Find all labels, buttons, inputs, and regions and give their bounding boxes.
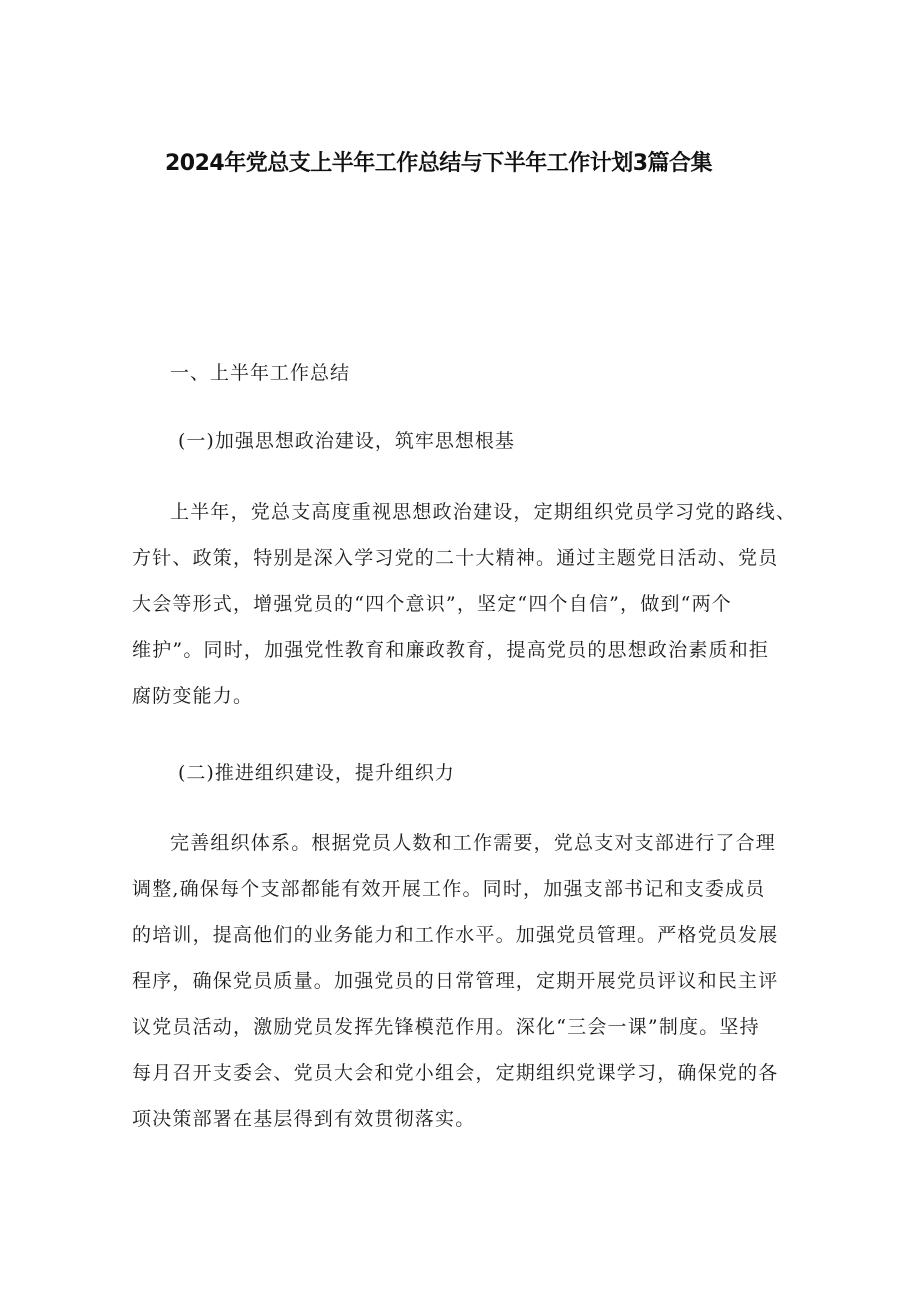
paragraph-organization xyxy=(132,820,792,1142)
paragraph-line: 的培训，提高他们的业务能力和工作水平。加强党员管理。严格党员发展 xyxy=(132,924,779,946)
paragraph-line: 议党员活动，激励党员发挥先锋模范作用。深化“三会一课”制度。坚持 xyxy=(132,1016,760,1038)
document-title: 2024年党总支上半年工作总结与下半年工作计划3篇合集 xyxy=(165,151,713,176)
paragraph-line: 完善组织体系。根据党员人数和工作需要，党总支对支部进行了合理 xyxy=(170,832,777,854)
paragraph-line: 大会等形式，增强党员的“四个意识”，坚定“四个自信”，做到“两个 xyxy=(132,593,732,615)
paragraph-ideology xyxy=(132,489,797,719)
section-heading-summary: 一、上半年工作总结 xyxy=(170,362,351,384)
subheading-ideology: (一)加强思想政治建设，筑牢思想根基 xyxy=(178,430,515,452)
paragraph-line: 维护”。同时，加强党性教育和廉政教育，提高党员的思想政治素质和拒 xyxy=(132,639,770,661)
paragraph-line: 方针、政策，特别是深入学习党的二十大精神。通过主题党日活动、党员 xyxy=(132,547,779,569)
paragraph-line: 项决策部署在基层得到有效贯彻落实。 xyxy=(132,1108,476,1130)
subheading-organization: (二)推进组织建设，提升组织力 xyxy=(178,762,455,784)
paragraph-line: 腐防变能力。 xyxy=(132,685,254,707)
paragraph-line: 调整,确保每个支部都能有效开展工作。同时，加强支部书记和支委成员 xyxy=(132,878,766,900)
paragraph-line: 每月召开支委会、党员大会和党小组会，定期组织党课学习，确保党的各 xyxy=(132,1062,779,1084)
paragraph-line: 上半年，党总支高度重视思想政治建设，定期组织党员学习党的路线、 xyxy=(170,501,797,523)
paragraph-line: 程序，确保党员质量。加强党员的日常管理，定期开展党员评议和民主评 xyxy=(132,970,779,992)
